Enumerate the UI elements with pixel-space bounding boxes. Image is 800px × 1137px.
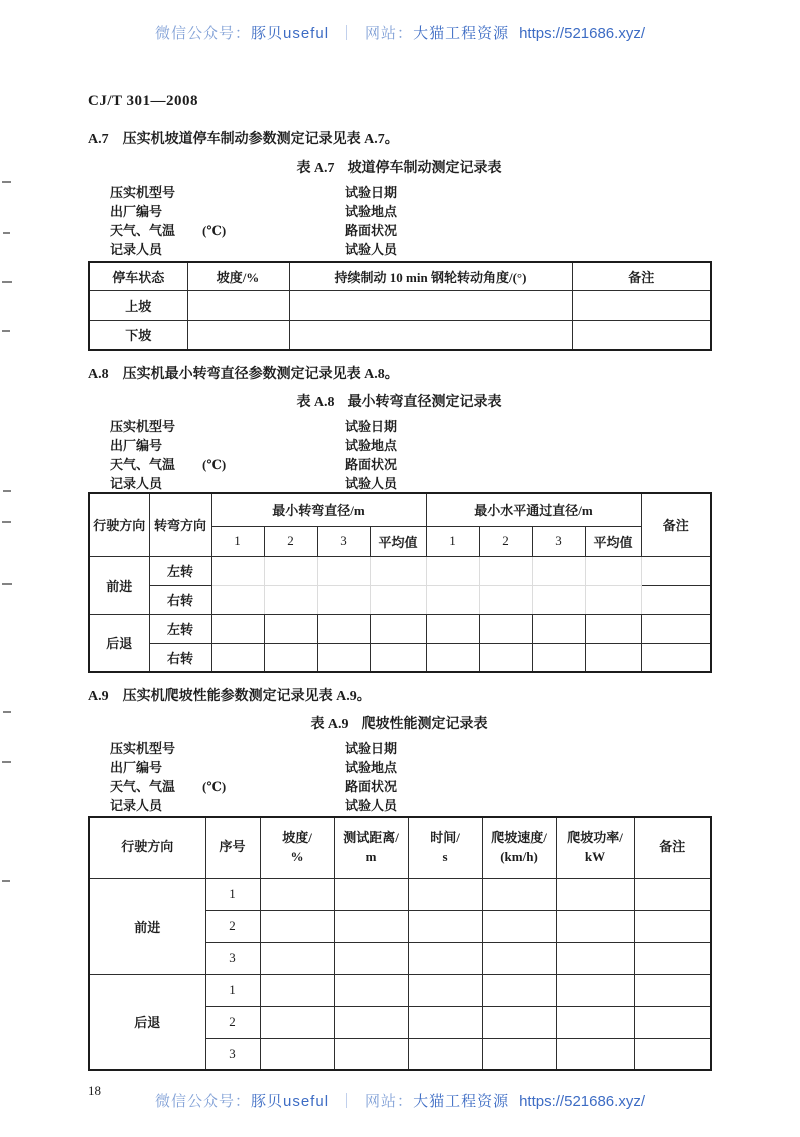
form-block-a9	[88, 738, 710, 814]
caption-label: 表 A.8	[296, 395, 335, 410]
subheader-3: 3	[317, 526, 370, 556]
empty-cell	[187, 320, 289, 350]
empty-cell	[260, 1006, 334, 1038]
form-label-road-condition: 路面状况	[345, 223, 398, 238]
empty-cell	[482, 942, 556, 974]
empty-cell	[482, 974, 556, 1006]
section-heading-a9	[88, 685, 710, 705]
empty-cell	[317, 556, 370, 585]
empty-cell	[211, 556, 264, 585]
empty-cell	[426, 614, 479, 643]
form-label-weather: 天气、气温 (℃)	[110, 223, 227, 238]
row-label-left-turn: 左转	[149, 556, 211, 585]
form-label-weather: 天气、气温 (℃)	[110, 457, 227, 472]
empty-cell	[532, 585, 585, 614]
form-row	[88, 416, 710, 435]
watermark-separator: ｜	[339, 25, 356, 42]
row-label-left-turn: 左转	[149, 614, 211, 643]
form-row	[88, 757, 710, 776]
form-row	[88, 201, 710, 220]
caption-title: 爬坡性能测定记录表	[361, 717, 488, 732]
form-row	[88, 435, 710, 454]
caption-label: 表 A.9	[310, 717, 349, 732]
row-label-backward: 后退	[89, 974, 205, 1070]
sequence-number: 3	[205, 942, 260, 974]
row-label-forward: 前进	[89, 556, 149, 614]
table-header-row	[89, 817, 711, 878]
table-row-forward-right	[89, 585, 711, 614]
section-number: A.7	[88, 132, 109, 147]
empty-cell	[260, 974, 334, 1006]
table-row-downhill	[89, 320, 711, 350]
form-label-recorder: 记录人员	[110, 476, 163, 491]
table-header-row	[89, 262, 711, 290]
form-label-road-condition: 路面状况	[345, 779, 398, 794]
doc-code: CJ/T 301—2008	[88, 93, 198, 109]
scan-artifact	[3, 711, 11, 713]
empty-cell	[532, 614, 585, 643]
header-turn-direction: 转弯方向	[149, 493, 211, 556]
form-row	[88, 220, 710, 239]
form-label-test-date: 试验日期	[345, 419, 398, 434]
empty-cell	[317, 585, 370, 614]
sequence-number: 1	[205, 974, 260, 1006]
empty-cell	[317, 643, 370, 672]
empty-cell	[334, 878, 408, 910]
form-label-recorder: 记录人员	[110, 242, 163, 257]
empty-cell	[334, 974, 408, 1006]
subheader-average: 平均值	[370, 526, 426, 556]
header-test-distance: 测试距离/ m	[334, 817, 408, 878]
empty-cell	[641, 585, 711, 614]
table-row-forward-left	[89, 556, 711, 585]
empty-cell	[572, 290, 711, 320]
empty-cell	[479, 585, 532, 614]
temp-unit: (℃)	[202, 223, 227, 238]
row-label-right-turn: 右转	[149, 585, 211, 614]
empty-cell	[634, 1038, 711, 1070]
header-slope: 坡度/ %	[260, 817, 334, 878]
section-text: 压实机最小转弯直径参数测定记录见表 A.8。	[122, 367, 399, 382]
empty-cell	[426, 585, 479, 614]
empty-cell	[211, 585, 264, 614]
empty-cell	[556, 974, 634, 1006]
form-row	[88, 795, 710, 814]
form-row	[88, 473, 710, 492]
empty-cell	[187, 290, 289, 320]
empty-cell	[211, 643, 264, 672]
empty-cell	[426, 556, 479, 585]
table-row-uphill	[89, 290, 711, 320]
watermark-site-label: 网站：	[365, 1093, 414, 1110]
empty-cell	[260, 942, 334, 974]
watermark-label: 微信公众号：	[154, 1093, 251, 1110]
form-label-tester: 试验人员	[345, 476, 398, 491]
empty-cell	[556, 1006, 634, 1038]
empty-cell	[585, 556, 641, 585]
form-label-model: 压实机型号	[110, 419, 176, 434]
empty-cell	[482, 1038, 556, 1070]
empty-cell	[641, 614, 711, 643]
header-climb-speed: 爬坡速度/ (km/h)	[482, 817, 556, 878]
empty-cell	[532, 643, 585, 672]
subheader-2: 2	[479, 526, 532, 556]
scan-artifact	[2, 181, 11, 183]
table-caption-a9	[88, 713, 710, 733]
empty-cell	[260, 1038, 334, 1070]
scan-artifact	[2, 761, 11, 763]
empty-cell	[532, 556, 585, 585]
section-number: A.9	[88, 689, 109, 704]
watermark-site-name: 大猫工程资源	[413, 25, 510, 42]
header-min-clearance-diameter: 最小水平通过直径/m	[426, 493, 641, 526]
header-time: 时间/ s	[408, 817, 482, 878]
form-row	[88, 239, 710, 258]
subheader-average: 平均值	[585, 526, 641, 556]
header-sequence: 序号	[205, 817, 260, 878]
scan-artifact	[2, 281, 12, 283]
empty-cell	[482, 878, 556, 910]
section-text: 压实机爬坡性能参数测定记录见表 A.9。	[122, 689, 371, 704]
header-climb-power: 爬坡功率/ kW	[556, 817, 634, 878]
empty-cell	[317, 614, 370, 643]
row-label-right-turn: 右转	[149, 643, 211, 672]
empty-cell	[572, 320, 711, 350]
empty-cell	[585, 585, 641, 614]
temp-unit: (℃)	[202, 779, 227, 794]
section-heading-a7	[88, 128, 710, 148]
watermark-url: https://521686.xyz/	[519, 1093, 645, 1110]
empty-cell	[634, 910, 711, 942]
empty-cell	[585, 614, 641, 643]
empty-cell	[334, 1038, 408, 1070]
form-label-test-place: 试验地点	[345, 204, 398, 219]
empty-cell	[482, 1006, 556, 1038]
empty-cell	[556, 878, 634, 910]
form-label-serial: 出厂编号	[110, 760, 163, 775]
form-label-weather: 天气、气温 (℃)	[110, 779, 227, 794]
scan-artifact	[2, 521, 11, 523]
watermark-site-label: 网站：	[365, 25, 414, 42]
table-a8-min-turning-diameter	[88, 492, 712, 673]
empty-cell	[260, 910, 334, 942]
temp-unit: (℃)	[202, 457, 227, 472]
header-remark: 备注	[572, 262, 711, 290]
page-number: 18	[88, 1083, 101, 1098]
table-row-forward-1	[89, 878, 711, 910]
empty-cell	[334, 942, 408, 974]
empty-cell	[334, 910, 408, 942]
table-caption-a8	[88, 391, 710, 411]
form-label-test-date: 试验日期	[345, 185, 398, 200]
row-label-downhill: 下坡	[89, 320, 187, 350]
empty-cell	[260, 878, 334, 910]
form-row	[88, 454, 710, 473]
subheader-1: 1	[211, 526, 264, 556]
form-label-test-place: 试验地点	[345, 438, 398, 453]
table-a7-ramp-parking-brake	[88, 261, 712, 351]
table-row-backward-right	[89, 643, 711, 672]
empty-cell	[426, 643, 479, 672]
empty-cell	[408, 1006, 482, 1038]
table-row-backward-left	[89, 614, 711, 643]
empty-cell	[408, 942, 482, 974]
empty-cell	[264, 556, 317, 585]
empty-cell	[641, 643, 711, 672]
watermark-header	[0, 0, 800, 43]
empty-cell	[634, 974, 711, 1006]
header-remark: 备注	[641, 493, 711, 556]
form-label-test-place: 试验地点	[345, 760, 398, 775]
form-label-tester: 试验人员	[345, 242, 398, 257]
empty-cell	[370, 585, 426, 614]
empty-cell	[556, 1038, 634, 1070]
watermark-url: https://521686.xyz/	[519, 25, 645, 42]
subheader-3: 3	[532, 526, 585, 556]
sequence-number: 2	[205, 1006, 260, 1038]
table-row-backward-1	[89, 974, 711, 1006]
empty-cell	[556, 942, 634, 974]
empty-cell	[479, 643, 532, 672]
row-label-backward: 后退	[89, 614, 149, 672]
form-row	[88, 776, 710, 795]
section-number: A.8	[88, 367, 109, 382]
empty-cell	[264, 614, 317, 643]
empty-cell	[264, 585, 317, 614]
watermark-account: 豚贝useful	[251, 25, 330, 42]
empty-cell	[641, 556, 711, 585]
form-label-model: 压实机型号	[110, 741, 176, 756]
form-row	[88, 738, 710, 757]
form-block-a8	[88, 416, 710, 492]
form-label-model: 压实机型号	[110, 185, 176, 200]
sequence-number: 1	[205, 878, 260, 910]
watermark-footer	[0, 1090, 800, 1111]
empty-cell	[408, 878, 482, 910]
header-min-turning-diameter: 最小转弯直径/m	[211, 493, 426, 526]
header-brake-angle: 持续制动 10 min 钢轮转动角度/(°)	[289, 262, 572, 290]
form-label-tester: 试验人员	[345, 798, 398, 813]
empty-cell	[334, 1006, 408, 1038]
empty-cell	[479, 556, 532, 585]
form-label-test-date: 试验日期	[345, 741, 398, 756]
section-text: 压实机坡道停车制动参数测定记录见表 A.7。	[122, 132, 399, 147]
empty-cell	[289, 290, 572, 320]
header-drive-direction: 行驶方向	[89, 817, 205, 878]
empty-cell	[634, 942, 711, 974]
header-remark: 备注	[634, 817, 711, 878]
empty-cell	[556, 910, 634, 942]
table-a9-gradeability	[88, 816, 712, 1071]
form-block-a7	[88, 182, 710, 258]
watermark-site-name: 大猫工程资源	[413, 1093, 510, 1110]
scan-artifact	[3, 232, 10, 234]
empty-cell	[634, 1006, 711, 1038]
empty-cell	[408, 1038, 482, 1070]
watermark-separator: ｜	[339, 1093, 356, 1110]
sequence-number: 2	[205, 910, 260, 942]
empty-cell	[370, 643, 426, 672]
scan-artifact	[2, 583, 12, 585]
header-parking-state: 停车状态	[89, 262, 187, 290]
watermark-label: 微信公众号：	[154, 25, 251, 42]
form-label-serial: 出厂编号	[110, 204, 163, 219]
empty-cell	[585, 643, 641, 672]
table-caption-a7	[88, 157, 710, 177]
table-header-row	[89, 493, 711, 526]
subheader-2: 2	[264, 526, 317, 556]
form-label-recorder: 记录人员	[110, 798, 163, 813]
header-slope: 坡度/%	[187, 262, 289, 290]
scan-artifact	[2, 880, 10, 882]
caption-title: 坡道停车制动测定记录表	[347, 161, 502, 176]
form-label-serial: 出厂编号	[110, 438, 163, 453]
watermark-account: 豚贝useful	[251, 1093, 330, 1110]
empty-cell	[408, 974, 482, 1006]
caption-title: 最小转弯直径测定记录表	[347, 395, 502, 410]
empty-cell	[289, 320, 572, 350]
form-label-road-condition: 路面状况	[345, 457, 398, 472]
empty-cell	[479, 614, 532, 643]
sequence-number: 3	[205, 1038, 260, 1070]
empty-cell	[408, 910, 482, 942]
empty-cell	[634, 878, 711, 910]
row-label-forward: 前进	[89, 878, 205, 974]
scan-artifact	[3, 490, 11, 492]
subheader-1: 1	[426, 526, 479, 556]
empty-cell	[482, 910, 556, 942]
caption-label: 表 A.7	[296, 161, 335, 176]
empty-cell	[264, 643, 317, 672]
row-label-uphill: 上坡	[89, 290, 187, 320]
section-heading-a8	[88, 363, 710, 383]
form-row	[88, 182, 710, 201]
empty-cell	[370, 556, 426, 585]
header-drive-direction: 行驶方向	[89, 493, 149, 556]
empty-cell	[370, 614, 426, 643]
empty-cell	[211, 614, 264, 643]
scan-artifact	[2, 330, 10, 332]
